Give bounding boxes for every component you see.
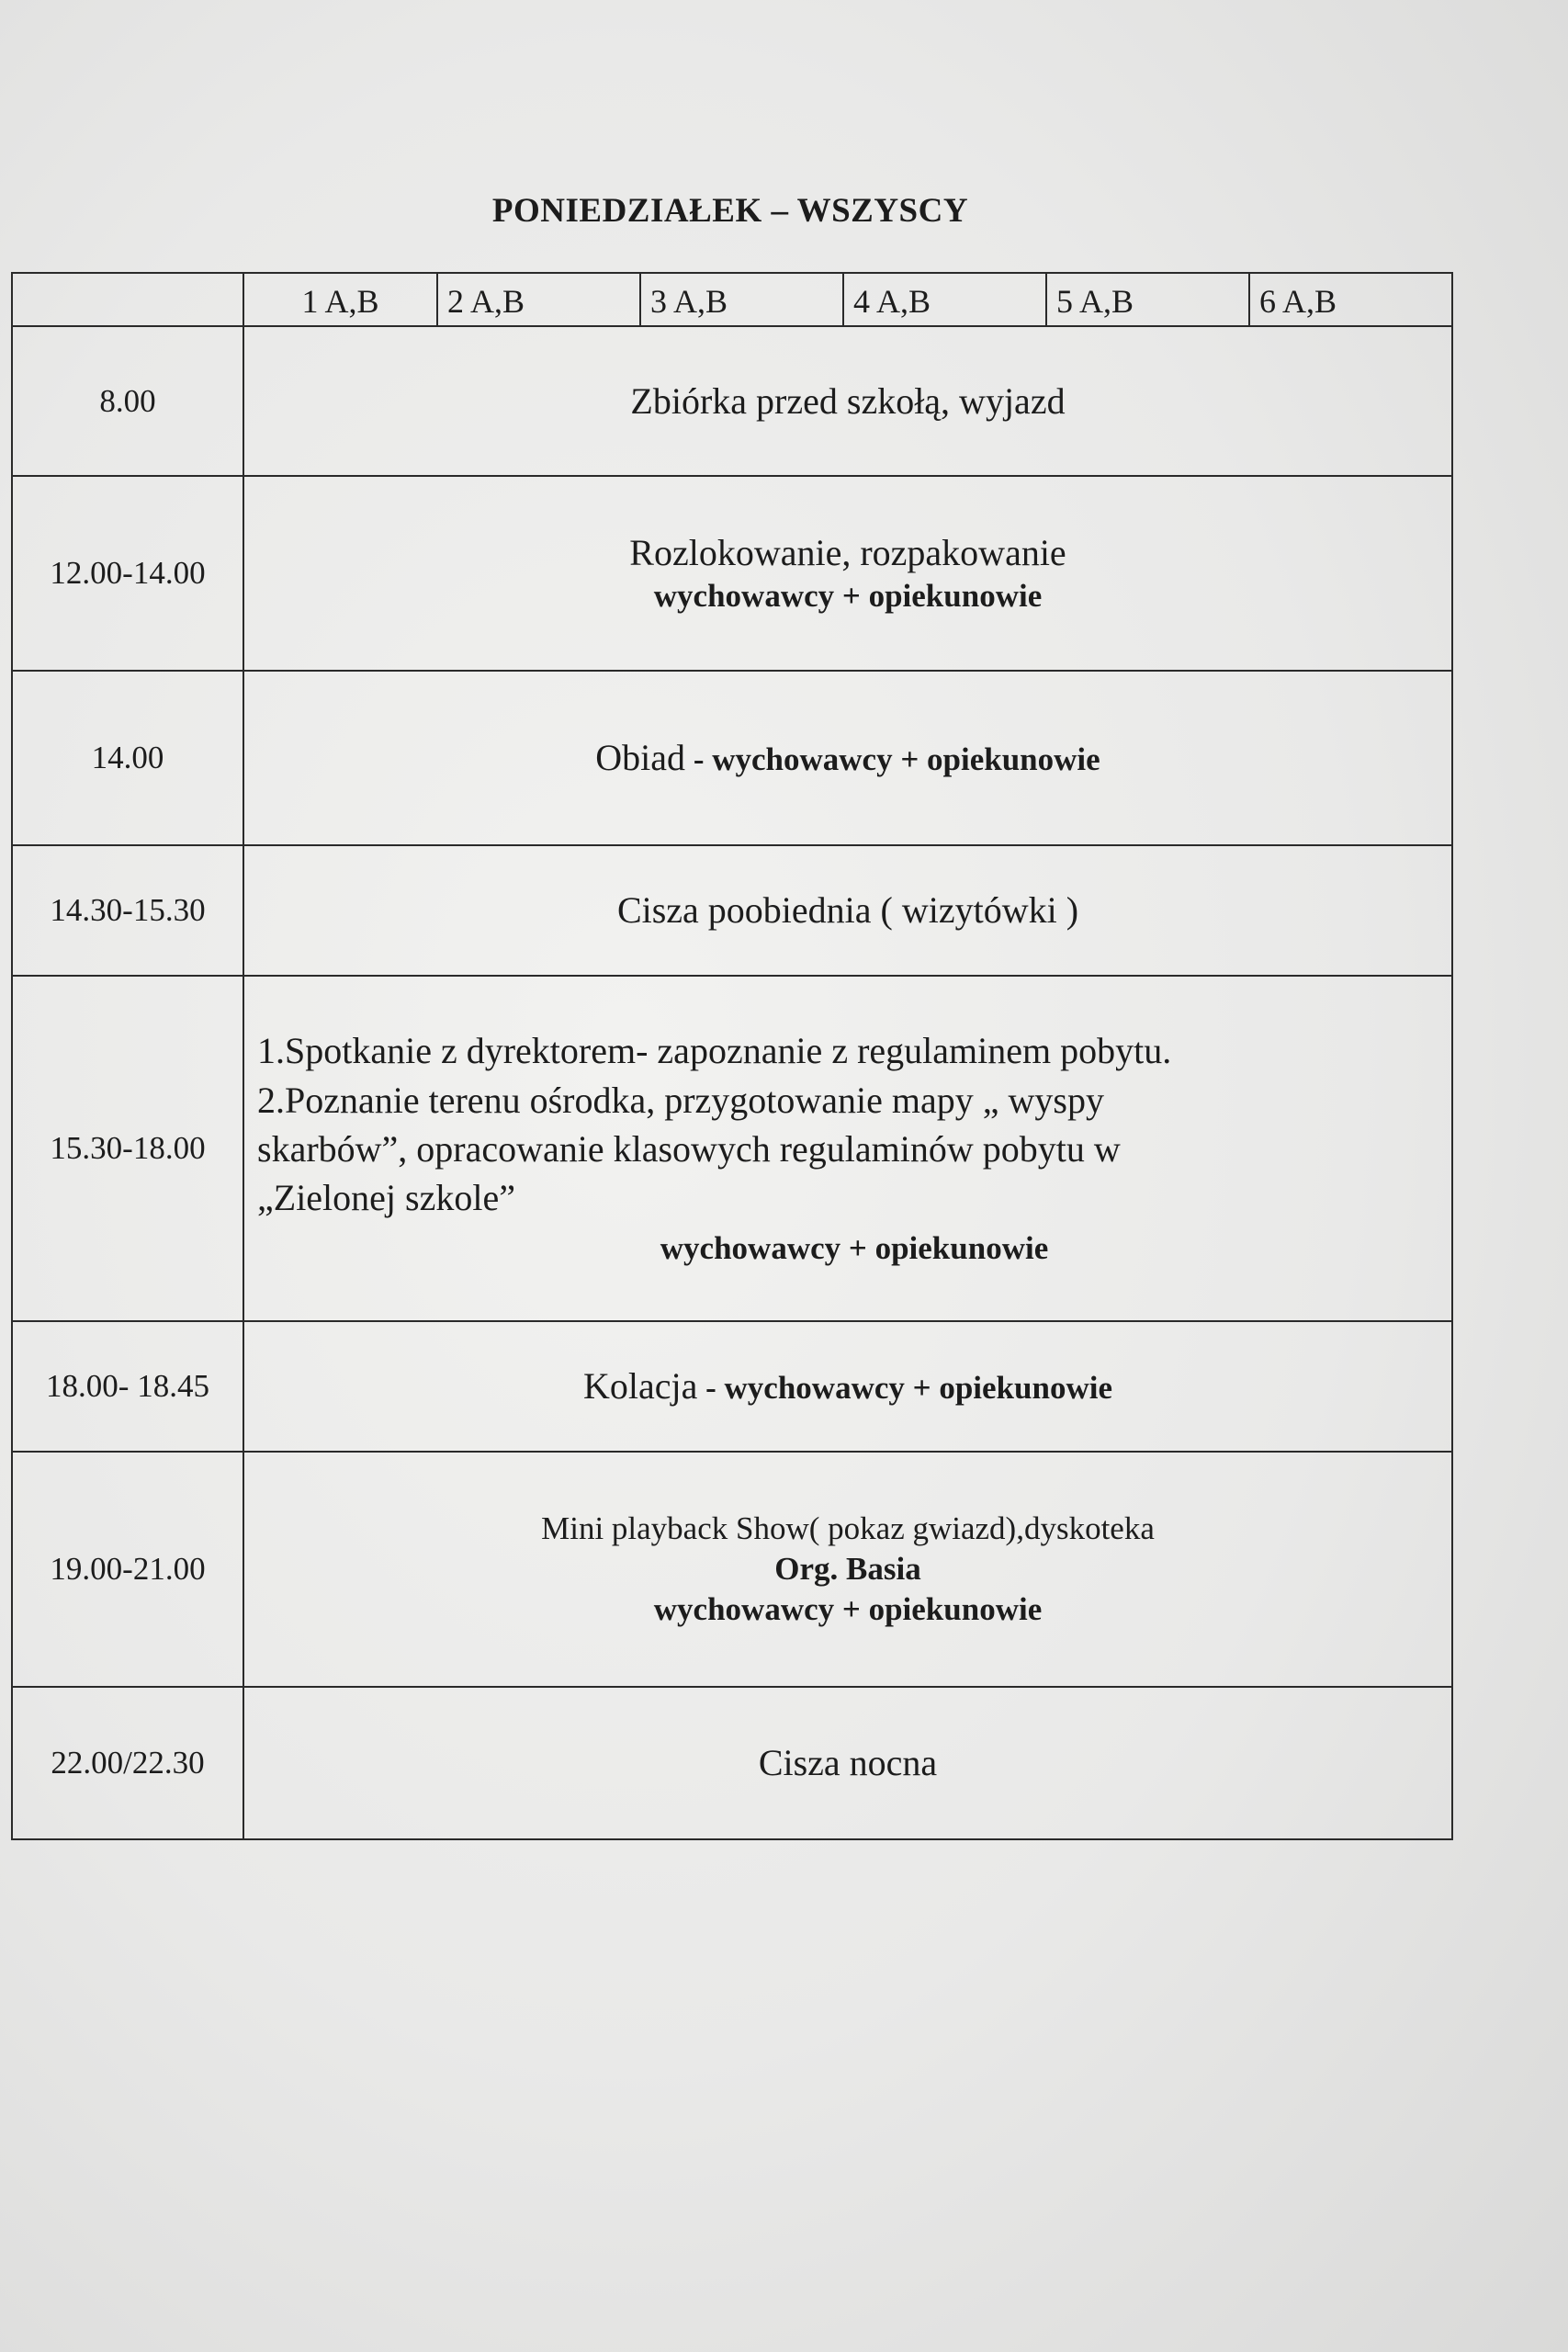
activity-text: Cisza nocna	[758, 1742, 938, 1783]
staff-text: wychowawcy + opiekunowie	[660, 1230, 1049, 1267]
activity-cell	[243, 326, 1452, 476]
activity-text: Obiad	[595, 737, 686, 778]
activity-line: skarbów”, opracowanie klasowych regulaminów pobytu w	[257, 1127, 1121, 1170]
class-header-cell	[243, 273, 1452, 326]
activity-text: Mini playback Show( pokaz gwiazd),dyskoteka	[541, 1510, 1155, 1547]
activity-cell	[243, 671, 1452, 845]
class-header-2: 2 A,B	[436, 274, 639, 325]
staff-text: wychowawcy + opiekunowie	[653, 1590, 1043, 1627]
separator-text: -	[685, 741, 713, 777]
staff-text: wychowawcy + opiekunowie	[712, 741, 1100, 777]
activity-text: Rozlokowanie, rozpakowanie	[629, 532, 1066, 574]
activity-line: „Zielonej szkole”	[257, 1176, 515, 1218]
class-header-3: 3 A,B	[639, 274, 842, 325]
activity-line: 1.Spotkanie z dyrektorem- zapoznanie z regulaminem pobytu.	[257, 1030, 1172, 1072]
table-row	[12, 1452, 1452, 1687]
table-row	[12, 976, 1452, 1321]
table-row	[12, 326, 1452, 476]
table-row	[12, 671, 1452, 845]
table-row	[12, 476, 1452, 671]
time-cell: 22.00/22.30	[12, 1687, 243, 1839]
activity-line: 2.Poznanie terenu ośrodka, przygotowanie mapy „ wyspy	[257, 1079, 1104, 1121]
class-header-6: 6 A,B	[1248, 274, 1451, 325]
header-empty-cell	[12, 273, 243, 326]
time-cell: 19.00-21.00	[12, 1452, 243, 1687]
time-cell: 14.00	[12, 671, 243, 845]
table-header-row	[12, 273, 1452, 326]
table-row	[12, 1321, 1452, 1452]
staff-text: wychowawcy + opiekunowie	[653, 578, 1043, 615]
staff-text: wychowawcy + opiekunowie	[724, 1370, 1112, 1406]
time-cell: 8.00	[12, 326, 243, 476]
table-row	[12, 1687, 1452, 1839]
activity-cell	[243, 845, 1452, 976]
time-cell: 15.30-18.00	[12, 976, 243, 1321]
organizer-text: Org. Basia	[774, 1551, 921, 1588]
activity-text: Cisza poobiednia ( wizytówki )	[616, 889, 1079, 931]
time-cell: 14.30-15.30	[12, 845, 243, 976]
time-cell: 18.00- 18.45	[12, 1321, 243, 1452]
activity-text: Zbiórka przed szkołą, wyjazd	[630, 379, 1066, 422]
separator-text: -	[697, 1370, 725, 1406]
activity-text: Kolacja	[583, 1365, 698, 1407]
class-header-4: 4 A,B	[842, 274, 1045, 325]
page-title: PONIEDZIAŁEK – WSZYSCY	[491, 192, 969, 230]
activity-cell	[243, 1321, 1452, 1452]
class-header-5: 5 A,B	[1045, 274, 1248, 325]
activity-cell	[243, 976, 1452, 1321]
activity-cell	[243, 476, 1452, 671]
activity-cell	[243, 1687, 1452, 1839]
class-header-1: 1 A,B	[301, 283, 379, 320]
activity-cell	[243, 1452, 1452, 1687]
time-cell: 12.00-14.00	[12, 476, 243, 671]
table-row	[12, 845, 1452, 976]
schedule-table	[11, 272, 1453, 1840]
